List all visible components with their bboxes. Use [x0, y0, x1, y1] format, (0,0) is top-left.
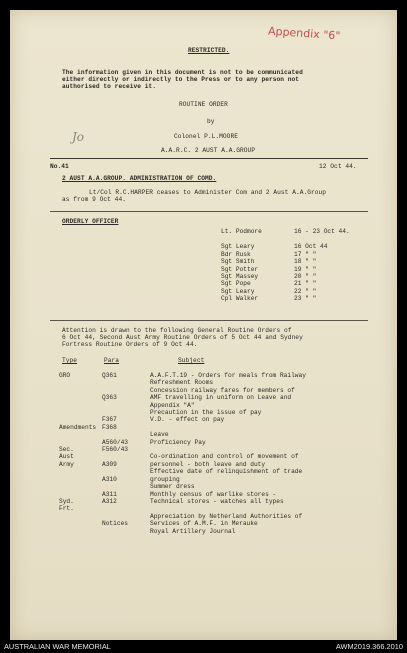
subject-cell: Precaution in the issue of pay — [150, 409, 262, 417]
orderly-name: Bdr Rusk — [221, 250, 251, 258]
subject-cell — [150, 505, 306, 512]
orderly-date: 18 " " — [294, 258, 317, 266]
subject-cell: A.A.F.T.19 - Orders for meals from Railway — [150, 372, 306, 379]
type-cell — [59, 416, 96, 423]
by-label: by — [207, 118, 215, 125]
orderly-name: Sgt Smith — [221, 258, 255, 266]
attention-line-3: Fortress Routine Orders of 9 Oct 44. — [62, 341, 198, 348]
orderly-name: Lt. Podmore — [221, 228, 262, 235]
type-cell — [59, 409, 96, 416]
subject-cell: AMF travelling in uniform on Leave and — [150, 394, 292, 402]
subject-cell: Concession railway fares for members of — [150, 386, 295, 394]
order-date: 12 Oct 44. — [319, 163, 357, 170]
orderly-name: Sgt Massey — [221, 273, 259, 281]
orderly-dates — [294, 228, 350, 303]
section1-line-1: Lt/Col R.C.HARPER ceases to Administer Com and 2 Aust A.A.Group — [89, 189, 327, 196]
type-cell — [59, 476, 96, 483]
pencil-mark: Jo — [72, 130, 85, 144]
section-divider — [50, 320, 368, 321]
para-cell: Q363 — [102, 394, 117, 402]
type-cell — [59, 431, 96, 438]
para-cell: A560/43 — [102, 438, 128, 446]
orderly-date: 22 " " — [294, 287, 317, 295]
attention-line-2: 6 Oct 44, Second Aust Army Routine Orders of 5 Oct 44 and Sydney — [62, 334, 303, 341]
orderly-name: Sgt Leary — [221, 287, 255, 295]
type-cell — [59, 394, 96, 401]
orderly-date: 16 - 23 Oct 44. — [294, 228, 350, 235]
type-cell — [59, 387, 96, 394]
type-cell — [59, 468, 96, 475]
type-cell — [59, 379, 96, 386]
type-cell — [59, 491, 96, 498]
para-cell — [102, 453, 128, 460]
para-cell — [102, 409, 128, 416]
orderly-date: 19 " " — [294, 265, 317, 273]
subject-cell: Proficiency Pay — [150, 438, 206, 446]
document-title: ROUTINE ORDER — [179, 101, 228, 108]
type-column — [59, 372, 96, 513]
footer-institution: AUSTRALIAN WAR MEMORIAL — [4, 642, 111, 651]
orderly-name: Sgt Pope — [221, 280, 251, 288]
subject-cell: V.D. - effect on pay — [150, 416, 225, 424]
type-cell — [59, 402, 96, 409]
para-cell: A311 — [102, 490, 117, 498]
attention-line-1: Attention is drawn to the following General Routine Orders of — [62, 327, 292, 334]
notice-line-3: authorised to receive it. — [62, 83, 157, 90]
subject-column — [150, 372, 306, 535]
para-cell — [102, 387, 128, 394]
orderly-date: 20 " " — [294, 273, 317, 281]
subject-cell: Leave — [150, 431, 169, 439]
subject-cell: Monthly census of warlike stores - — [150, 490, 277, 498]
para-cell — [102, 468, 128, 475]
section1-heading: 2 AUST A.A.GROUP. ADMINISTRATION OF COMD. — [62, 175, 217, 182]
orderly-date: 16 Oct 44 — [294, 243, 328, 251]
type-cell — [59, 439, 96, 446]
header-rule — [50, 158, 368, 159]
para-cell — [102, 379, 128, 386]
document-page — [10, 10, 397, 640]
para-cell: Notices — [102, 520, 128, 528]
type-cell: Frt. — [59, 505, 74, 513]
type-cell — [59, 483, 96, 490]
para-cell: F560/43 — [102, 446, 128, 454]
subject-cell — [150, 424, 306, 431]
para-cell: F368 — [102, 423, 117, 431]
type-cell: GRO — [59, 372, 71, 379]
type-cell: Amendments — [59, 423, 97, 431]
subject-cell: Refreshment Rooms — [150, 379, 214, 387]
orderly-date: 17 " " — [294, 250, 317, 258]
notice-line-2: either directly or indirectly to the Press or to any person not — [62, 76, 300, 83]
type-cell: Army — [59, 460, 74, 468]
archive-footer — [0, 640, 407, 653]
section1-line-2: as from 9 Oct 44. — [62, 196, 126, 203]
subject-cell: Technical stores - watches all types — [150, 497, 284, 505]
footer-accession-number: AWM2019.366.2010 — [335, 642, 403, 651]
subject-cell: Appendix "A" — [150, 401, 195, 409]
classification-label: RESTRICTED. — [188, 47, 230, 54]
para-cell — [102, 483, 128, 490]
para-cell — [102, 402, 128, 409]
type-cell: Aust — [59, 453, 74, 461]
subject-cell: grouping — [150, 475, 180, 483]
orderly-names — [221, 228, 262, 303]
para-cell: Q361 — [102, 372, 117, 379]
subject-cell: Services of A.M.F. in Merauke — [150, 520, 258, 528]
para-cell: A309 — [102, 460, 117, 468]
section-divider — [50, 211, 368, 212]
column-header-para: Para — [104, 357, 120, 364]
subject-cell: Royal Artillery Journal — [150, 527, 236, 535]
para-column — [102, 372, 128, 528]
orderly-date: 21 " " — [294, 280, 317, 288]
para-cell: A310 — [102, 475, 117, 483]
unit-name: A.A.R.C. 2 AUST A.A.GROUP — [161, 147, 256, 154]
notice-line-1: The information given in this document is not to be communicated — [62, 69, 303, 76]
para-cell — [102, 431, 128, 438]
orderly-name: Cpl Walker — [221, 295, 259, 303]
order-number: No.41 — [50, 163, 69, 170]
column-header-type: Type — [62, 357, 78, 364]
handwritten-annotation: Appendix "6" — [267, 24, 341, 43]
para-cell: F367 — [102, 416, 117, 424]
orderly-name: Sgt Leary — [221, 243, 255, 251]
para-cell: A312 — [102, 497, 117, 505]
orderly-date: 23 " " — [294, 295, 317, 303]
subject-cell: Appreciation by Netherland Authorities of — [150, 512, 303, 520]
para-cell — [102, 513, 128, 520]
type-cell: Sec. — [59, 446, 74, 454]
orderly-officer-heading: ORDERLY OFFICER — [62, 218, 119, 225]
subject-cell: Summer dress — [150, 483, 195, 491]
type-cell: Syd. — [59, 497, 74, 505]
subject-cell: Co-ordination and control of movement of — [150, 453, 299, 461]
subject-cell — [150, 446, 306, 453]
author-name: Colonel P.L.MOORE — [174, 133, 238, 140]
column-header-subject: Subject — [178, 357, 205, 364]
subject-cell: Effective date of relinquishment of trade — [150, 468, 303, 476]
subject-cell: personnel - both leave and duty — [150, 460, 266, 468]
para-cell — [102, 505, 128, 512]
orderly-name: Sgt Potter — [221, 265, 259, 273]
